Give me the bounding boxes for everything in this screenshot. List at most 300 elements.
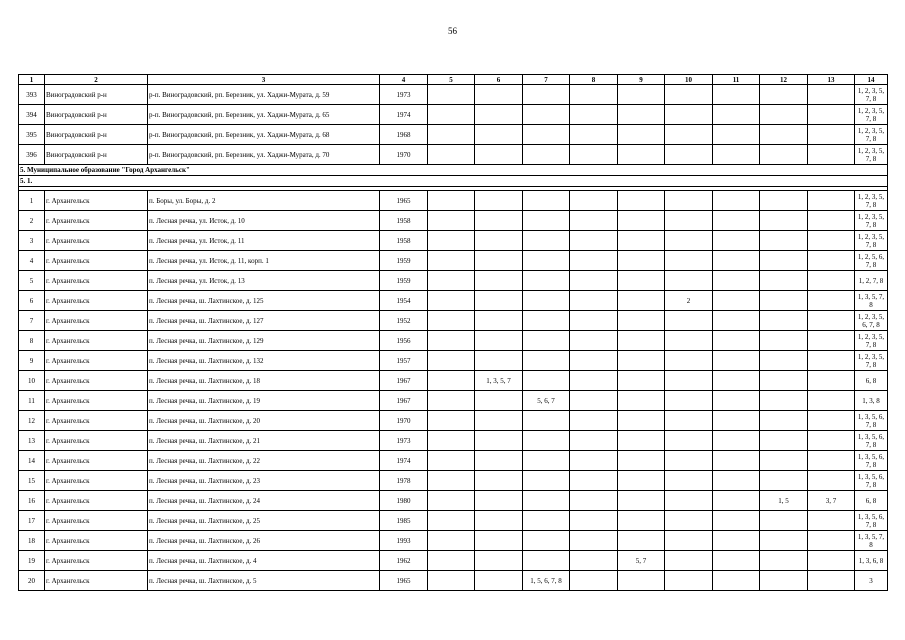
col13-cell	[808, 351, 855, 371]
data-table	[18, 74, 888, 591]
col7-cell	[523, 451, 570, 471]
col13-cell	[808, 211, 855, 231]
row-number: 393	[19, 85, 45, 105]
col7-cell	[523, 291, 570, 311]
col10-cell	[665, 451, 713, 471]
col11-cell	[713, 191, 760, 211]
page-number: 56	[448, 26, 457, 36]
year-cell: 1974	[380, 451, 428, 471]
col7-cell	[523, 311, 570, 331]
col13-cell	[808, 371, 855, 391]
col12-cell	[760, 351, 808, 371]
year-cell: 1958	[380, 231, 428, 251]
district-cell: г. Архангельск	[45, 311, 148, 331]
table-row	[19, 125, 888, 145]
col8-cell	[570, 291, 618, 311]
col13-cell	[808, 85, 855, 105]
col6-cell	[475, 411, 523, 431]
address-cell: п. Лесная речка, ш. Лахтинское, д. 25	[148, 511, 380, 531]
subsection-title: 5. 1.	[19, 176, 888, 187]
col9-cell	[618, 85, 665, 105]
year-cell: 1973	[380, 85, 428, 105]
col11-cell	[713, 511, 760, 531]
row-number: 14	[19, 451, 45, 471]
district-cell: г. Архангельск	[45, 351, 148, 371]
row-number: 19	[19, 551, 45, 571]
col8-cell	[570, 85, 618, 105]
table-row	[19, 471, 888, 491]
col6-cell	[475, 551, 523, 571]
row-number: 16	[19, 491, 45, 511]
district-cell: г. Архангельск	[45, 391, 148, 411]
row-number: 11	[19, 391, 45, 411]
col14-cell: 1, 2, 3, 5, 7, 8	[855, 191, 888, 211]
col9-cell	[618, 371, 665, 391]
col9-cell	[618, 471, 665, 491]
col7-cell	[523, 431, 570, 451]
district-cell: г. Архангельск	[45, 571, 148, 591]
col14-cell: 1, 3, 5, 6, 7, 8	[855, 451, 888, 471]
row-number: 17	[19, 511, 45, 531]
col14-cell: 1, 3, 5, 6, 7, 8	[855, 471, 888, 491]
table-row	[19, 571, 888, 591]
col11-cell	[713, 451, 760, 471]
col8-cell	[570, 105, 618, 125]
row-number: 7	[19, 311, 45, 331]
district-cell: г. Архангельск	[45, 451, 148, 471]
col14-cell: 1, 2, 3, 5, 7, 8	[855, 211, 888, 231]
col11-cell	[713, 531, 760, 551]
col8-cell	[570, 351, 618, 371]
district-cell: Виноградовский р-н	[45, 125, 148, 145]
col10-cell	[665, 85, 713, 105]
col6-cell	[475, 391, 523, 411]
column-header: 12	[760, 75, 808, 85]
col6-cell	[475, 311, 523, 331]
col5-cell	[428, 251, 475, 271]
col9-cell	[618, 571, 665, 591]
col5-cell	[428, 451, 475, 471]
col10-cell	[665, 531, 713, 551]
col13-cell: 3, 7	[808, 491, 855, 511]
col9-cell: 5, 7	[618, 551, 665, 571]
col6-cell	[475, 531, 523, 551]
column-header: 8	[570, 75, 618, 85]
address-cell: п. Лесная речка, ш. Лахтинское, д. 20	[148, 411, 380, 431]
col5-cell	[428, 231, 475, 251]
col14-cell: 3	[855, 571, 888, 591]
address-cell: п. Лесная речка, ш. Лахтинское, д. 19	[148, 391, 380, 411]
col9-cell	[618, 331, 665, 351]
col10-cell	[665, 125, 713, 145]
year-cell: 1956	[380, 331, 428, 351]
address-cell: п. Лесная речка, ш. Лахтинское, д. 22	[148, 451, 380, 471]
table-row	[19, 291, 888, 311]
column-header: 14	[855, 75, 888, 85]
col6-cell	[475, 351, 523, 371]
column-header: 11	[713, 75, 760, 85]
col6-cell	[475, 271, 523, 291]
table-row	[19, 191, 888, 211]
district-cell: г. Архангельск	[45, 511, 148, 531]
col9-cell	[618, 125, 665, 145]
address-cell: п. Лесная речка, ш. Лахтинское, д. 132	[148, 351, 380, 371]
address-cell: п. Лесная речка, ул. Исток, д. 13	[148, 271, 380, 291]
col11-cell	[713, 211, 760, 231]
col6-cell	[475, 251, 523, 271]
col9-cell	[618, 231, 665, 251]
col11-cell	[713, 411, 760, 431]
col9-cell	[618, 251, 665, 271]
col5-cell	[428, 271, 475, 291]
col12-cell	[760, 231, 808, 251]
col13-cell	[808, 411, 855, 431]
col6-cell	[475, 191, 523, 211]
col10-cell	[665, 411, 713, 431]
col9-cell	[618, 191, 665, 211]
col7-cell	[523, 145, 570, 165]
col14-cell: 1, 2, 3, 5, 7, 8	[855, 125, 888, 145]
year-cell: 1980	[380, 491, 428, 511]
col9-cell	[618, 391, 665, 411]
col12-cell	[760, 551, 808, 571]
col13-cell	[808, 251, 855, 271]
table-row	[19, 491, 888, 511]
col5-cell	[428, 331, 475, 351]
col13-cell	[808, 231, 855, 251]
col13-cell	[808, 571, 855, 591]
col10-cell	[665, 571, 713, 591]
col5-cell	[428, 105, 475, 125]
header-row	[19, 75, 888, 85]
col13-cell	[808, 125, 855, 145]
col10-cell	[665, 251, 713, 271]
col7-cell	[523, 511, 570, 531]
col6-cell	[475, 291, 523, 311]
district-cell: г. Архангельск	[45, 411, 148, 431]
col5-cell	[428, 431, 475, 451]
address-cell: п. Лесная речка, ш. Лахтинское, д. 127	[148, 311, 380, 331]
row-number: 396	[19, 145, 45, 165]
col5-cell	[428, 571, 475, 591]
district-cell: г. Архангельск	[45, 431, 148, 451]
district-cell: г. Архангельск	[45, 231, 148, 251]
col5-cell	[428, 411, 475, 431]
year-cell: 1970	[380, 411, 428, 431]
col11-cell	[713, 125, 760, 145]
col14-cell: 1, 2, 3, 5, 7, 8	[855, 145, 888, 165]
col13-cell	[808, 271, 855, 291]
row-number: 12	[19, 411, 45, 431]
table-row	[19, 105, 888, 125]
col13-cell	[808, 431, 855, 451]
year-cell: 1957	[380, 351, 428, 371]
col7-cell	[523, 351, 570, 371]
col5-cell	[428, 491, 475, 511]
col5-cell	[428, 551, 475, 571]
year-cell: 1974	[380, 105, 428, 125]
col12-cell	[760, 291, 808, 311]
col5-cell	[428, 125, 475, 145]
col9-cell	[618, 351, 665, 371]
col14-cell: 1, 3, 5, 7, 8	[855, 291, 888, 311]
row-number: 1	[19, 191, 45, 211]
col7-cell	[523, 191, 570, 211]
col9-cell	[618, 105, 665, 125]
address-cell: р-п. Виноградовский, рп. Березник, ул. Хаджи-Мурата, д. 65	[148, 105, 380, 125]
col6-cell: 1, 3, 5, 7	[475, 371, 523, 391]
table-row	[19, 311, 888, 331]
col12-cell	[760, 331, 808, 351]
table-row	[19, 85, 888, 105]
col12-cell	[760, 125, 808, 145]
district-cell: г. Архангельск	[45, 271, 148, 291]
col12-cell	[760, 371, 808, 391]
col11-cell	[713, 471, 760, 491]
row-number: 10	[19, 371, 45, 391]
col9-cell	[618, 431, 665, 451]
address-cell: п. Лесная речка, ш. Лахтинское, д. 18	[148, 371, 380, 391]
col9-cell	[618, 145, 665, 165]
col10-cell	[665, 211, 713, 231]
col12-cell	[760, 571, 808, 591]
col7-cell	[523, 211, 570, 231]
col8-cell	[570, 431, 618, 451]
district-cell: Виноградовский р-н	[45, 105, 148, 125]
district-cell: г. Архангельск	[45, 371, 148, 391]
col6-cell	[475, 491, 523, 511]
col11-cell	[713, 371, 760, 391]
row-number: 13	[19, 431, 45, 451]
col8-cell	[570, 491, 618, 511]
row-number: 6	[19, 291, 45, 311]
col13-cell	[808, 291, 855, 311]
district-cell: г. Архангельск	[45, 291, 148, 311]
col7-cell	[523, 85, 570, 105]
col14-cell: 1, 3, 8	[855, 391, 888, 411]
district-cell: г. Архангельск	[45, 191, 148, 211]
col12-cell	[760, 85, 808, 105]
col9-cell	[618, 531, 665, 551]
col12-cell	[760, 311, 808, 331]
col6-cell	[475, 231, 523, 251]
col11-cell	[713, 491, 760, 511]
table-row	[19, 271, 888, 291]
address-cell: п. Лесная речка, ш. Лахтинское, д. 4	[148, 551, 380, 571]
col14-cell: 1, 2, 5, 6, 7, 8	[855, 251, 888, 271]
year-cell: 1968	[380, 125, 428, 145]
row-number: 8	[19, 331, 45, 351]
col8-cell	[570, 451, 618, 471]
row-number: 395	[19, 125, 45, 145]
col5-cell	[428, 211, 475, 231]
col7-cell	[523, 125, 570, 145]
col8-cell	[570, 511, 618, 531]
col5-cell	[428, 371, 475, 391]
col13-cell	[808, 331, 855, 351]
col7-cell	[523, 251, 570, 271]
table-row	[19, 231, 888, 251]
year-cell: 1993	[380, 531, 428, 551]
col9-cell	[618, 271, 665, 291]
col9-cell	[618, 411, 665, 431]
district-cell: Виноградовский р-н	[45, 85, 148, 105]
col11-cell	[713, 551, 760, 571]
col13-cell	[808, 105, 855, 125]
row-number: 18	[19, 531, 45, 551]
col12-cell	[760, 105, 808, 125]
col14-cell: 1, 2, 3, 5, 7, 8	[855, 351, 888, 371]
col14-cell: 1, 2, 3, 5, 6, 7, 8	[855, 311, 888, 331]
table-row	[19, 331, 888, 351]
col13-cell	[808, 391, 855, 411]
table-row	[19, 451, 888, 471]
column-header: 3	[148, 75, 380, 85]
col11-cell	[713, 391, 760, 411]
col7-cell	[523, 491, 570, 511]
col5-cell	[428, 291, 475, 311]
col12-cell: 1, 5	[760, 491, 808, 511]
column-header: 5	[428, 75, 475, 85]
col10-cell: 2	[665, 291, 713, 311]
address-cell: п. Боры, ул. Боры, д. 2	[148, 191, 380, 211]
col6-cell	[475, 571, 523, 591]
address-cell: п. Лесная речка, ш. Лахтинское, д. 24	[148, 491, 380, 511]
row-number: 5	[19, 271, 45, 291]
col13-cell	[808, 451, 855, 471]
section-title: 5. Муниципальное образование "Город Архангельск"	[19, 165, 888, 176]
col5-cell	[428, 85, 475, 105]
col12-cell	[760, 471, 808, 491]
address-cell: п. Лесная речка, ш. Лахтинское, д. 21	[148, 431, 380, 451]
district-cell: г. Архангельск	[45, 491, 148, 511]
address-cell: р-п. Виноградовский, рп. Березник, ул. Хаджи-Мурата, д. 59	[148, 85, 380, 105]
address-cell: р-п. Виноградовский, рп. Березник, ул. Хаджи-Мурата, д. 70	[148, 145, 380, 165]
col11-cell	[713, 311, 760, 331]
col8-cell	[570, 145, 618, 165]
year-cell: 1967	[380, 391, 428, 411]
col8-cell	[570, 391, 618, 411]
district-cell: Виноградовский р-н	[45, 145, 148, 165]
row-number: 20	[19, 571, 45, 591]
col7-cell	[523, 271, 570, 291]
col10-cell	[665, 331, 713, 351]
col11-cell	[713, 231, 760, 251]
district-cell: г. Архангельск	[45, 251, 148, 271]
col10-cell	[665, 311, 713, 331]
year-cell: 1967	[380, 371, 428, 391]
year-cell: 1973	[380, 431, 428, 451]
table-row	[19, 551, 888, 571]
col14-cell: 1, 3, 5, 6, 7, 8	[855, 411, 888, 431]
col6-cell	[475, 145, 523, 165]
col11-cell	[713, 251, 760, 271]
col12-cell	[760, 211, 808, 231]
year-cell: 1954	[380, 291, 428, 311]
address-cell: п. Лесная речка, ш. Лахтинское, д. 125	[148, 291, 380, 311]
year-cell: 1978	[380, 471, 428, 491]
row-number: 15	[19, 471, 45, 491]
col8-cell	[570, 471, 618, 491]
col14-cell: 1, 3, 5, 6, 7, 8	[855, 511, 888, 531]
col14-cell: 1, 3, 5, 7, 8	[855, 531, 888, 551]
col6-cell	[475, 451, 523, 471]
col12-cell	[760, 531, 808, 551]
col10-cell	[665, 145, 713, 165]
col9-cell	[618, 511, 665, 531]
col5-cell	[428, 145, 475, 165]
col10-cell	[665, 551, 713, 571]
col6-cell	[475, 471, 523, 491]
col13-cell	[808, 311, 855, 331]
table-row	[19, 511, 888, 531]
column-header: 7	[523, 75, 570, 85]
column-header: 9	[618, 75, 665, 85]
col10-cell	[665, 105, 713, 125]
col12-cell	[760, 451, 808, 471]
col11-cell	[713, 331, 760, 351]
col8-cell	[570, 551, 618, 571]
col7-cell: 5, 6, 7	[523, 391, 570, 411]
col8-cell	[570, 311, 618, 331]
year-cell: 1965	[380, 571, 428, 591]
col5-cell	[428, 311, 475, 331]
col9-cell	[618, 291, 665, 311]
address-cell: п. Лесная речка, ул. Исток, д. 11	[148, 231, 380, 251]
table-row	[19, 145, 888, 165]
col12-cell	[760, 271, 808, 291]
col13-cell	[808, 471, 855, 491]
col6-cell	[475, 331, 523, 351]
col10-cell	[665, 391, 713, 411]
year-cell: 1965	[380, 191, 428, 211]
col6-cell	[475, 85, 523, 105]
col6-cell	[475, 431, 523, 451]
col5-cell	[428, 351, 475, 371]
col12-cell	[760, 431, 808, 451]
col10-cell	[665, 471, 713, 491]
col6-cell	[475, 125, 523, 145]
col13-cell	[808, 191, 855, 211]
col14-cell: 1, 2, 3, 5, 7, 8	[855, 105, 888, 125]
district-cell: г. Архангельск	[45, 551, 148, 571]
col5-cell	[428, 531, 475, 551]
address-cell: п. Лесная речка, ул. Исток, д. 10	[148, 211, 380, 231]
year-cell: 1962	[380, 551, 428, 571]
col8-cell	[570, 571, 618, 591]
col5-cell	[428, 391, 475, 411]
row-number: 2	[19, 211, 45, 231]
col7-cell	[523, 331, 570, 351]
col9-cell	[618, 491, 665, 511]
col8-cell	[570, 271, 618, 291]
col10-cell	[665, 231, 713, 251]
col11-cell	[713, 571, 760, 591]
address-cell: п. Лесная речка, ш. Лахтинское, д. 5	[148, 571, 380, 591]
column-header: 1	[19, 75, 45, 85]
year-cell: 1952	[380, 311, 428, 331]
district-cell: г. Архангельск	[45, 331, 148, 351]
col8-cell	[570, 411, 618, 431]
col5-cell	[428, 191, 475, 211]
col7-cell	[523, 471, 570, 491]
col12-cell	[760, 145, 808, 165]
col11-cell	[713, 351, 760, 371]
col14-cell: 6, 8	[855, 491, 888, 511]
table-row	[19, 431, 888, 451]
district-cell: г. Архангельск	[45, 471, 148, 491]
column-header: 10	[665, 75, 713, 85]
